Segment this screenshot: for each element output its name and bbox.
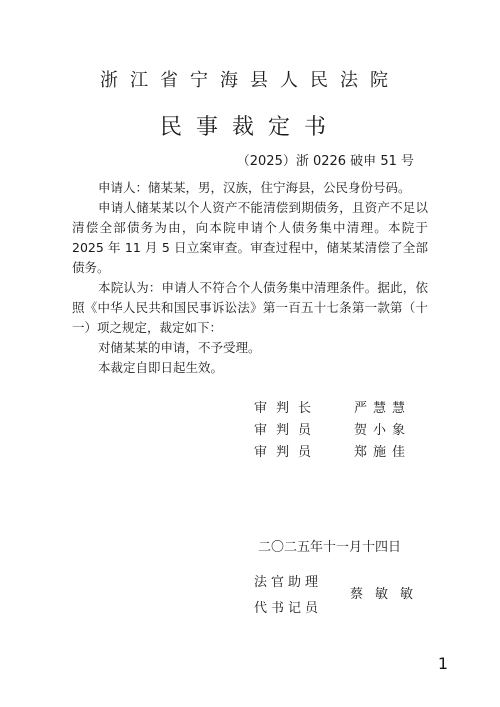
paragraph-applicant: 申请人：储某某，男，汉族，住宁海县，公民身份号码。 xyxy=(98,180,411,195)
panel-role: 审判员 xyxy=(254,445,321,460)
panel-name: 严慧慧 xyxy=(354,401,412,416)
clerk-name: 蔡敏敏 xyxy=(350,587,426,602)
ruling-date: 二〇二五年十一月十四日 xyxy=(258,540,402,555)
court-name: 浙江省宁海县人民法院 xyxy=(100,70,400,91)
panel-row xyxy=(254,398,411,420)
ruling-body xyxy=(72,178,428,378)
judicial-panel xyxy=(254,398,411,464)
paragraph-reasoning: 本院认为：申请人不符合个人债务集中清理条件。据此，依照《中华人民共和国民事诉讼法》第一百五十七条第一款第（十一）项之规定，裁定如下： xyxy=(72,280,428,335)
panel-name: 贺小象 xyxy=(354,423,412,438)
page-number: 1 xyxy=(437,654,448,673)
clerk-role-assistant: 法官助理 xyxy=(254,575,323,590)
paragraph-ruling: 对储某某的申请，不予受理。 xyxy=(98,340,261,355)
clerk-block xyxy=(254,570,426,622)
document-type: 民事裁定书 xyxy=(159,115,340,140)
case-number: （2025）浙 0226 破申 51 号 xyxy=(236,154,414,169)
panel-row xyxy=(254,442,411,464)
panel-row xyxy=(254,420,411,442)
panel-role: 审判长 xyxy=(254,401,321,416)
clerk-role-acting-clerk: 代书记员 xyxy=(254,601,323,616)
panel-role: 审判员 xyxy=(254,423,321,438)
panel-name: 郑施佳 xyxy=(354,445,412,460)
paragraph-effect: 本裁定自即日起生效。 xyxy=(98,360,224,375)
paragraph-facts: 申请人储某某以个人资产不能清偿到期债务，且资产不足以清偿全部债务为由，向本院申请个人债务集中清理。本院于 2025 年 11 月 5 日立案审查。审查过程中，储某某清偿了全部债务。 xyxy=(72,200,428,275)
